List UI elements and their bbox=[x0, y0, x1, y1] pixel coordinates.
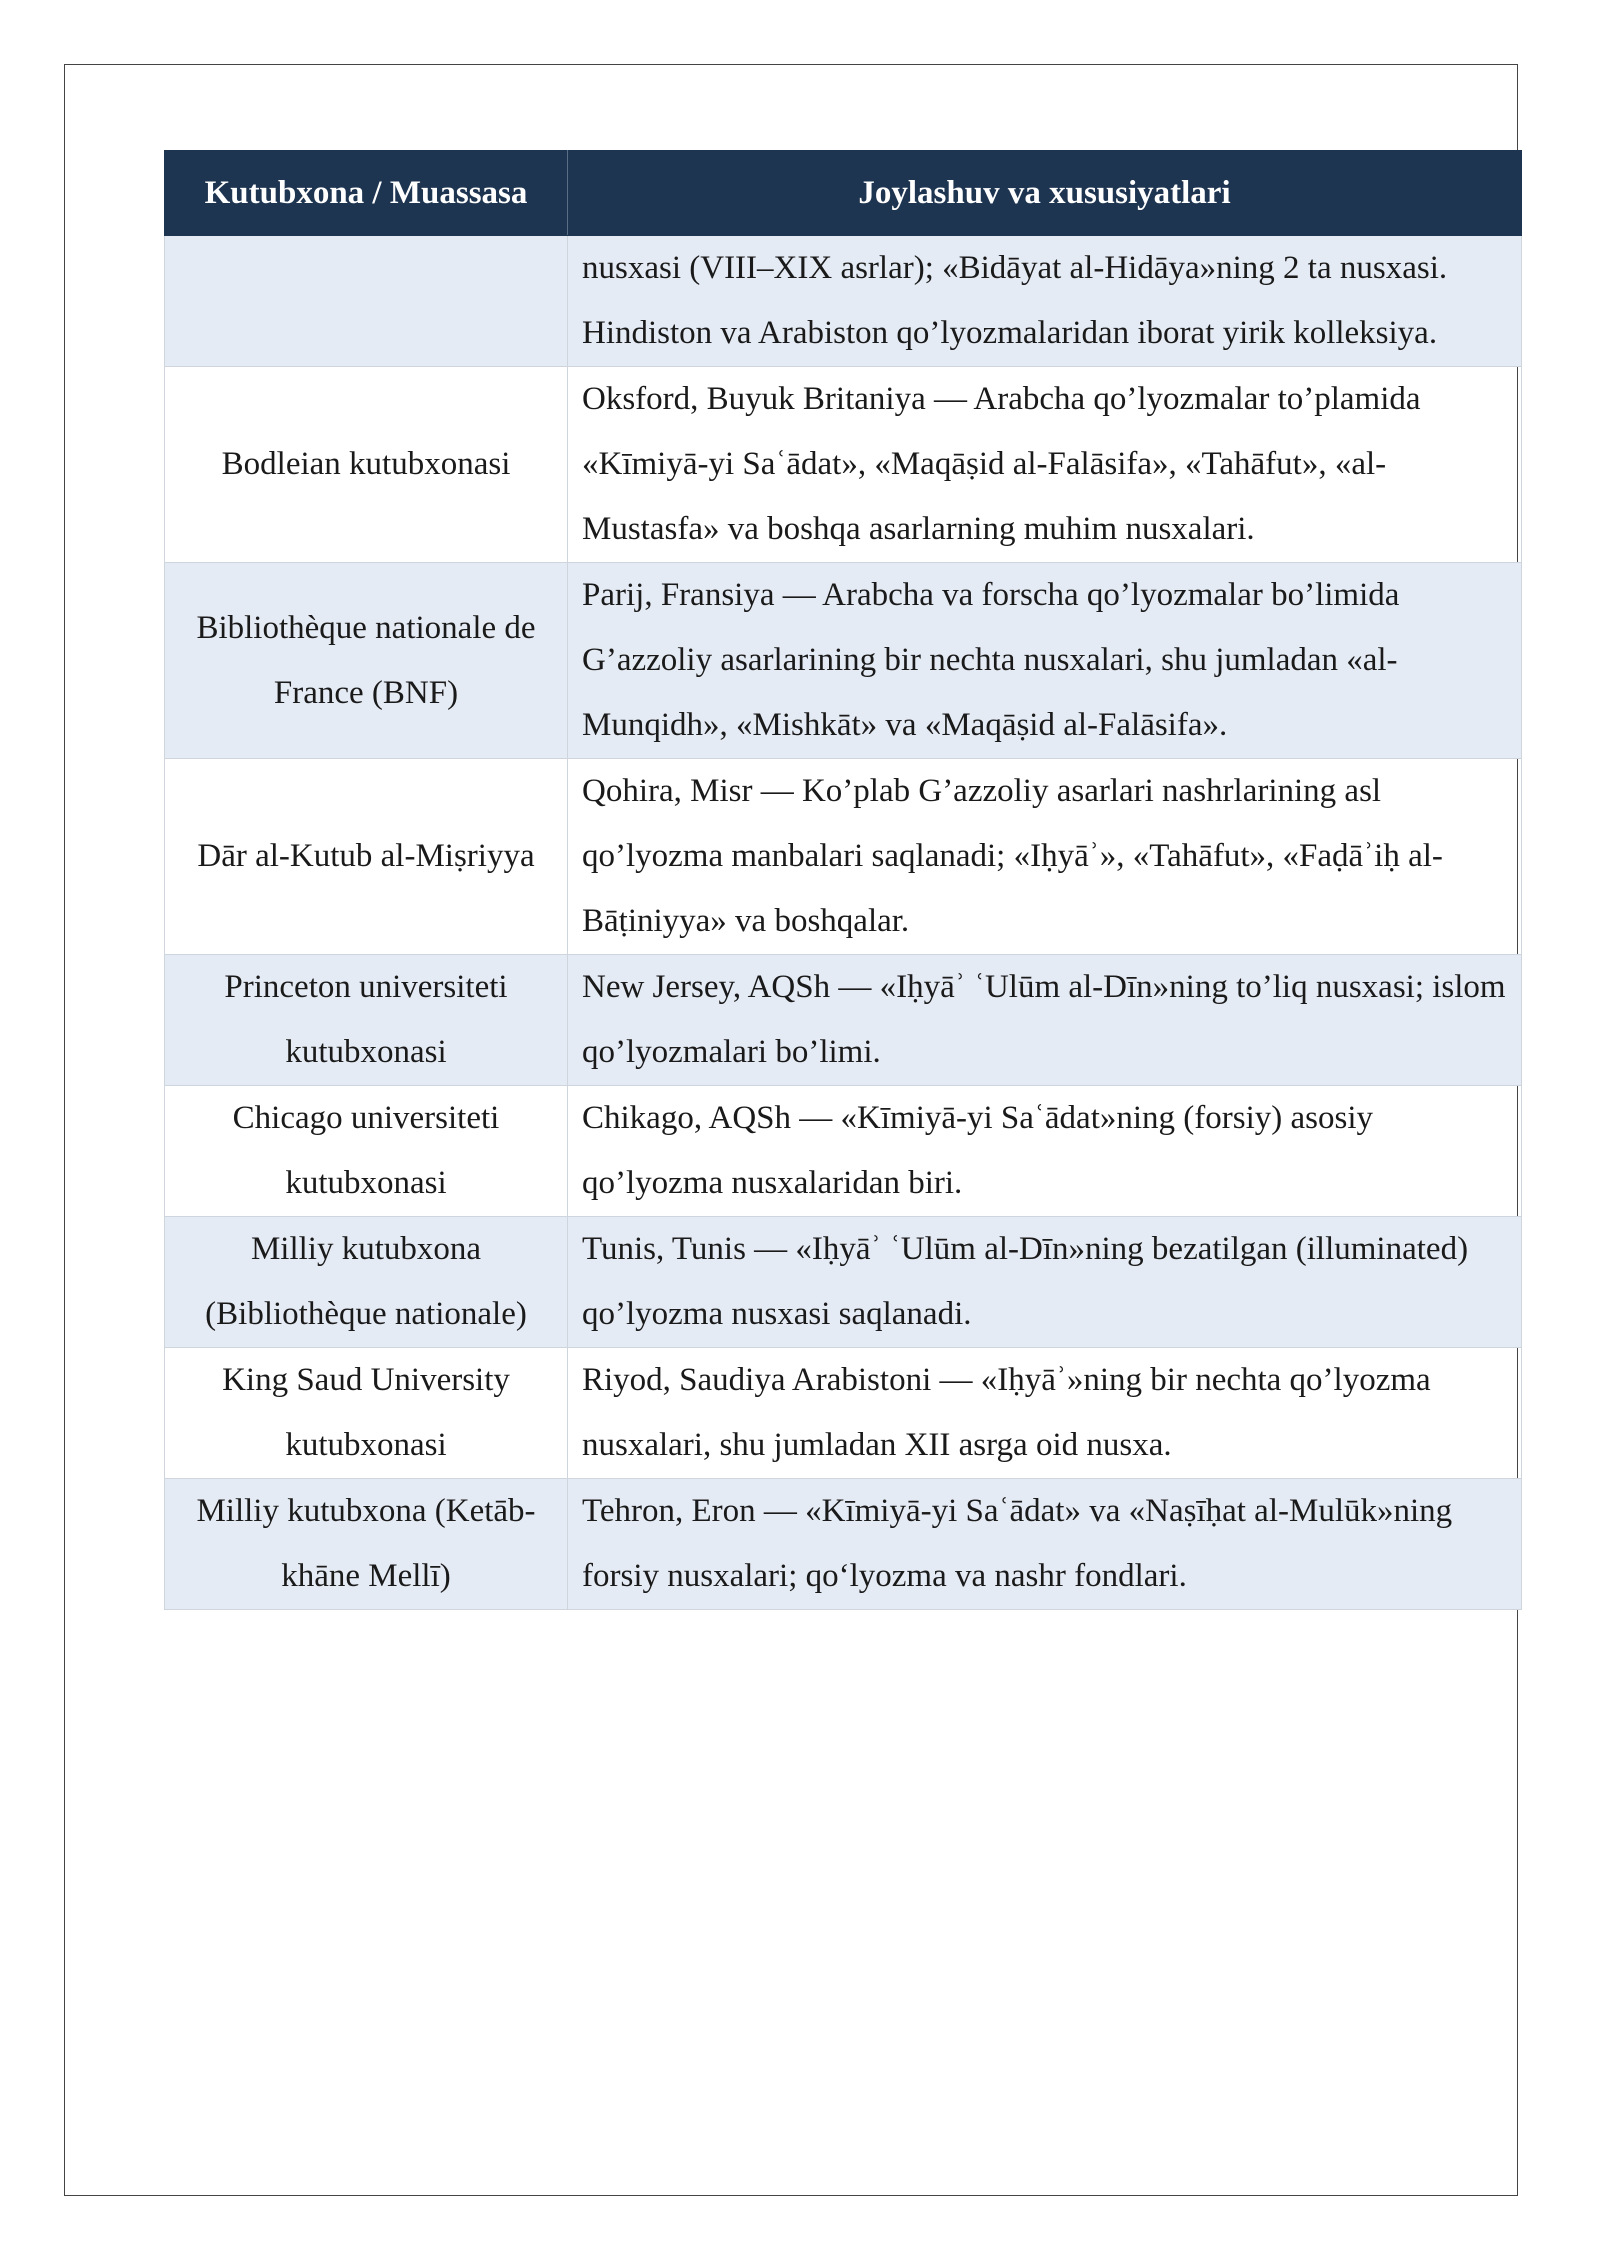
library-name: Princeton universiteti kutubxonasi bbox=[165, 955, 568, 1086]
table-row bbox=[165, 563, 1522, 759]
library-details: nusxasi (VIII–XIX asrlar); «Bidāyat al-Hidāya»ning 2 ta nusxasi. Hindiston va Arabiston qo’lyozmalaridan iborat yirik kolleksiya. bbox=[568, 236, 1522, 367]
table-row bbox=[165, 1479, 1522, 1610]
header-library: Kutubxona / Muassasa bbox=[165, 151, 568, 236]
library-name: Bodleian kutubxonasi bbox=[165, 367, 568, 563]
library-details: Tunis, Tunis — «Iḥyāʾ ʿUlūm al-Dīn»ning bezatilgan (illuminated) qo’lyozma nusxasi saqlanadi. bbox=[568, 1217, 1522, 1348]
library-details: Parij, Fransiya — Arabcha va forscha qo’lyozmalar bo’limida G’azzoliy asarlarining bir nechta nusxalari, shu jumladan «al-Munqidh», «Mishkāt» va «Maqāṣid al-Falāsifa». bbox=[568, 563, 1522, 759]
table-row bbox=[165, 1217, 1522, 1348]
library-details: Chikago, AQSh — «Kīmiyā-yi Saʿādat»ning (forsiy) asosiy qo’lyozma nusxalaridan biri. bbox=[568, 1086, 1522, 1217]
table-row bbox=[165, 236, 1522, 367]
library-details: Riyod, Saudiya Arabistoni — «Iḥyāʾ»ning bir nechta qo’lyozma nusxalari, shu jumladan XII asrga oid nusxa. bbox=[568, 1348, 1522, 1479]
library-name: Bibliothèque nationale de France (BNF) bbox=[165, 563, 568, 759]
table-row bbox=[165, 1086, 1522, 1217]
library-name: King Saud University kutubxonasi bbox=[165, 1348, 568, 1479]
table-row bbox=[165, 955, 1522, 1086]
library-table-container bbox=[164, 150, 1521, 1610]
library-details: Qohira, Misr — Ko’plab G’azzoliy asarlari nashrlarining asl qo’lyozma manbalari saqlanadi; «Iḥyāʾ», «Tahāfut», «Faḍāʾiḥ al-Bāṭiniyya» va boshqalar. bbox=[568, 759, 1522, 955]
library-name: Milliy kutubxona (Bibliothèque nationale) bbox=[165, 1217, 568, 1348]
table-header-row bbox=[165, 151, 1522, 236]
library-name: Chicago universiteti kutubxonasi bbox=[165, 1086, 568, 1217]
header-details: Joylashuv va xususiyatlari bbox=[568, 151, 1522, 236]
library-name bbox=[165, 236, 568, 367]
library-name: Milliy kutubxona (Ketāb-khāne Mellī) bbox=[165, 1479, 568, 1610]
table-row bbox=[165, 1348, 1522, 1479]
table-row bbox=[165, 759, 1522, 955]
library-table bbox=[164, 150, 1522, 1610]
library-details: New Jersey, AQSh — «Iḥyāʾ ʿUlūm al-Dīn»ning to’liq nusxasi; islom qo’lyozmalari bo’limi. bbox=[568, 955, 1522, 1086]
table-row bbox=[165, 367, 1522, 563]
library-name: Dār al-Kutub al-Miṣriyya bbox=[165, 759, 568, 955]
library-details: Oksford, Buyuk Britaniya — Arabcha qo’lyozmalar to’plamida «Kīmiyā-yi Saʿādat», «Maqāṣid al-Falāsifa», «Tahāfut», «al-Mustasfa» va boshqa asarlarning muhim nusxalari. bbox=[568, 367, 1522, 563]
library-details: Tehron, Eron — «Kīmiyā-yi Saʿādat» va «Naṣīḥat al-Mulūk»ning forsiy nusxalari; qo‘lyozma va nashr fondlari. bbox=[568, 1479, 1522, 1610]
